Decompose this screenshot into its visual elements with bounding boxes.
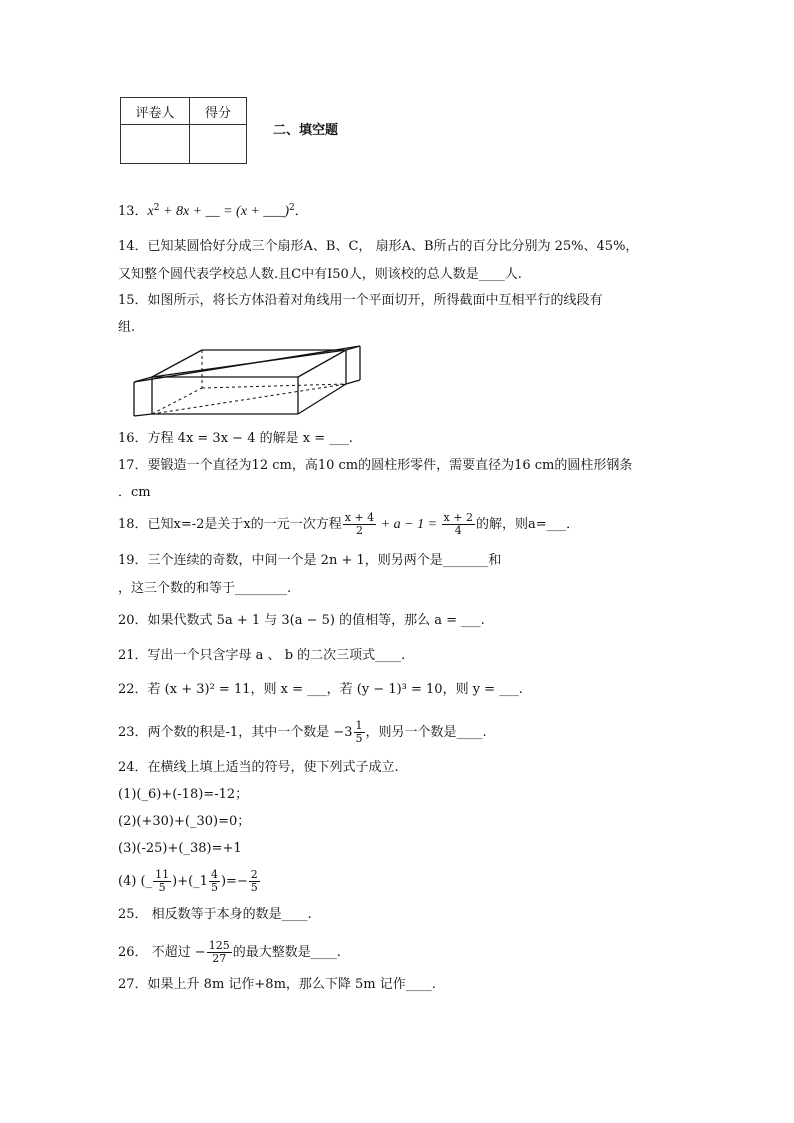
question-13: 13．$x^2 + 8x$ + __ = (x + ___)$^2$． (118, 203, 308, 219)
fraction: $\frac{x + 2}{4}$ (443, 511, 473, 537)
fraction: $\frac{125}{27}$ (208, 939, 230, 965)
fraction: $\frac{2}{5}$ (250, 868, 258, 894)
question-17-line-1: 17．要锻造一个直径为12 cm，高10 cm的圆柱形零件，需要直径为16 cm的圆柱形钢条 (118, 458, 633, 473)
fraction: $\frac{11}{5}$ (155, 868, 170, 894)
score-table (120, 97, 247, 164)
cuboid-edge (134, 414, 152, 416)
fraction: $\frac{1}{5}$ (355, 719, 363, 745)
question-25: 25． 相反数等于本身的数是____. (118, 907, 312, 922)
score-cell[interactable] (190, 125, 247, 164)
question-24-item-2: (2)(+30)+(_30)=0； (118, 814, 251, 829)
question-20: 20．如果代数式 5a + 1 与 3(a − 5) 的值相等，那么 a = ___. (118, 613, 485, 628)
question-21: 21．写出一个只含字母 a 、 b 的二次三项式____. (118, 648, 406, 663)
question-15-line-1: 15．如图所示，将长方体沿着对角线用一个平面切开，所得截面中互相平行的线段有 (118, 293, 603, 308)
section-title: 二、填空题 (273, 123, 339, 138)
question-24-intro: 24．在横线上填上适当的符号，使下列式子成立. (118, 760, 399, 775)
question-24-item-1: (1)(_6)+(-18)=-12； (118, 787, 249, 802)
question-17-line-2: ．cm (118, 485, 151, 500)
cuboid-figure (130, 344, 366, 420)
fraction: $\frac{4}{5}$ (210, 868, 218, 894)
question-14-line-1: 14．已知某圆恰好分成三个扇形A、B、C， 扇形A、B所占的百分比分别为 25%、45%， (118, 239, 639, 254)
question-14-line-2: 又知整个圆代表学校总人数.且C中有I50人，则该校的总人数是____人. (118, 267, 522, 282)
question-15-line-2: 组. (118, 320, 136, 335)
question-16: 16．方程 4x = 3x − 4 的解是 x = ___. (118, 431, 353, 446)
question-23: 23．两个数的积是-1，其中一个数是 −3 $\frac{1}{5}$ ，则另一个数是____. (118, 719, 487, 745)
question-19-line-2: ，这三个数的和等于________. (118, 581, 292, 596)
question-26: 26． 不超过 − $\frac{125}{27}$ 的最大整数是____. (118, 939, 341, 965)
question-19-line-1: 19．三个连续的奇数，中间一个是 2n + 1，则另两个是_______和 (118, 553, 502, 568)
cuboid-edge (346, 380, 360, 384)
score-header: 得分 (190, 98, 247, 125)
cuboid-edge (298, 384, 346, 414)
question-18: 18．已知x=-2是关于x的一元一次方程 $\frac{x + 4}{2}$ + a − 1 = $\frac{x + 2}{4}$ 的解，则a=___． (118, 511, 580, 537)
question-24-item-3: (3)(-25)+(_38)=+1 (118, 841, 242, 856)
cuboid-edge (298, 350, 346, 377)
question-22: 22．若 (x + 3)² = 11，则 x = ___，若 (y − 1)³ = 10，则 y = ___. (118, 682, 523, 697)
question-24-item-4: (4) (_ $\frac{11}{5}$ )+(_1 $\frac{4}{5}$ )=− $\frac{2}{5}$ (118, 868, 258, 894)
reviewer-header: 评卷人 (121, 98, 190, 125)
fraction: $\frac{x + 4}{2}$ (344, 511, 375, 537)
reviewer-cell[interactable] (121, 125, 190, 164)
question-27: 27．如果上升 8m 记作+8m，那么下降 5m 记作____. (118, 977, 436, 992)
